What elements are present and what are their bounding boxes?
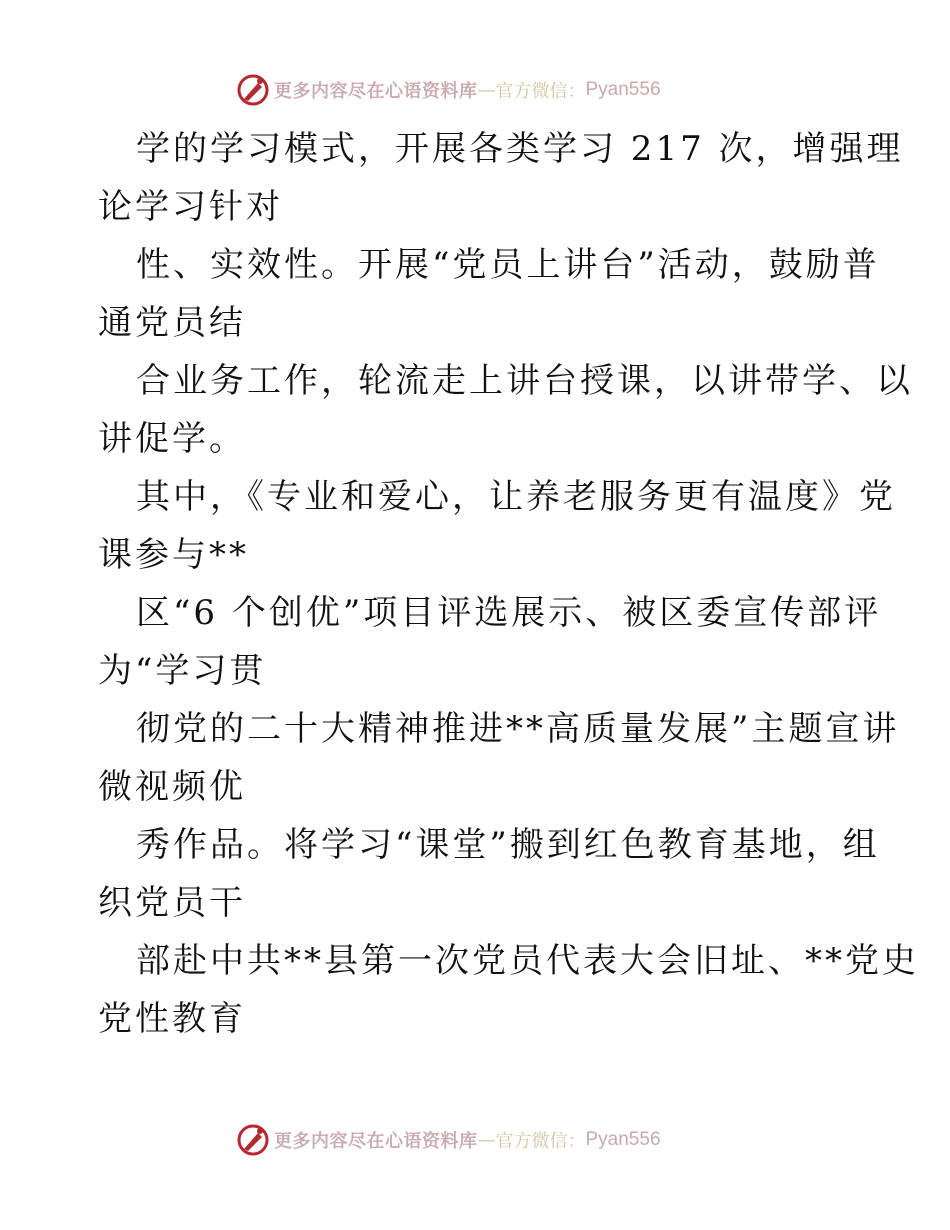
paragraph-line: 学的学习模式，开展各类学习 217 次，增强理 xyxy=(136,129,904,169)
pen-nib-logo-icon xyxy=(236,1123,270,1157)
banner-main-text: 更多内容尽在心语资料库 xyxy=(274,1131,478,1152)
paragraph-line: 合业务工作，轮流走上讲台授课，以讲带学、以 xyxy=(136,361,913,401)
paragraph-line: 织党员干 xyxy=(98,883,246,923)
pen-nib-logo-icon xyxy=(236,73,270,107)
paragraph-line: 讲促学。 xyxy=(98,419,246,459)
banner-wechat-id: Pyan556 xyxy=(585,1129,661,1150)
banner-wechat-label: 官方微信： xyxy=(495,1131,586,1152)
banner-wechat-label: 官方微信： xyxy=(495,81,586,102)
paragraph-line: 区“6 个创优”项目评选展示、被区委宣传部评 xyxy=(136,593,882,633)
paragraph-line: 性、实效性。开展“党员上讲台”活动，鼓励普 xyxy=(136,245,880,285)
paragraph-line: 为“学习贯 xyxy=(98,651,267,691)
banner-main-text: 更多内容尽在心语资料库 xyxy=(274,81,478,102)
document-body xyxy=(98,120,919,1048)
footer-banner xyxy=(236,1122,716,1158)
paragraph-line: 其中，《专业和爱心，让养老服务更有温度》党 xyxy=(136,477,896,517)
paragraph-line: 通党员结 xyxy=(98,303,246,343)
paragraph-line: 论学习针对 xyxy=(98,187,283,227)
paragraph-line: 部赴中共**县第一次党员代表大会旧址、**党史 xyxy=(136,941,919,981)
paragraph-line: 课参与** xyxy=(98,535,249,575)
paragraph-line: 秀作品。将学习“课堂”搬到红色教育基地，组 xyxy=(136,825,880,865)
paragraph-line: 彻党的二十大精神推进**高质量发展”主题宣讲 xyxy=(136,709,900,749)
header-banner xyxy=(236,72,716,108)
paragraph-line: 微视频优 xyxy=(98,767,246,807)
paragraph-line: 党性教育 xyxy=(98,999,246,1039)
banner-dash: — xyxy=(477,79,496,101)
banner-wechat-id: Pyan556 xyxy=(585,79,661,100)
banner-dash: — xyxy=(477,1129,496,1151)
